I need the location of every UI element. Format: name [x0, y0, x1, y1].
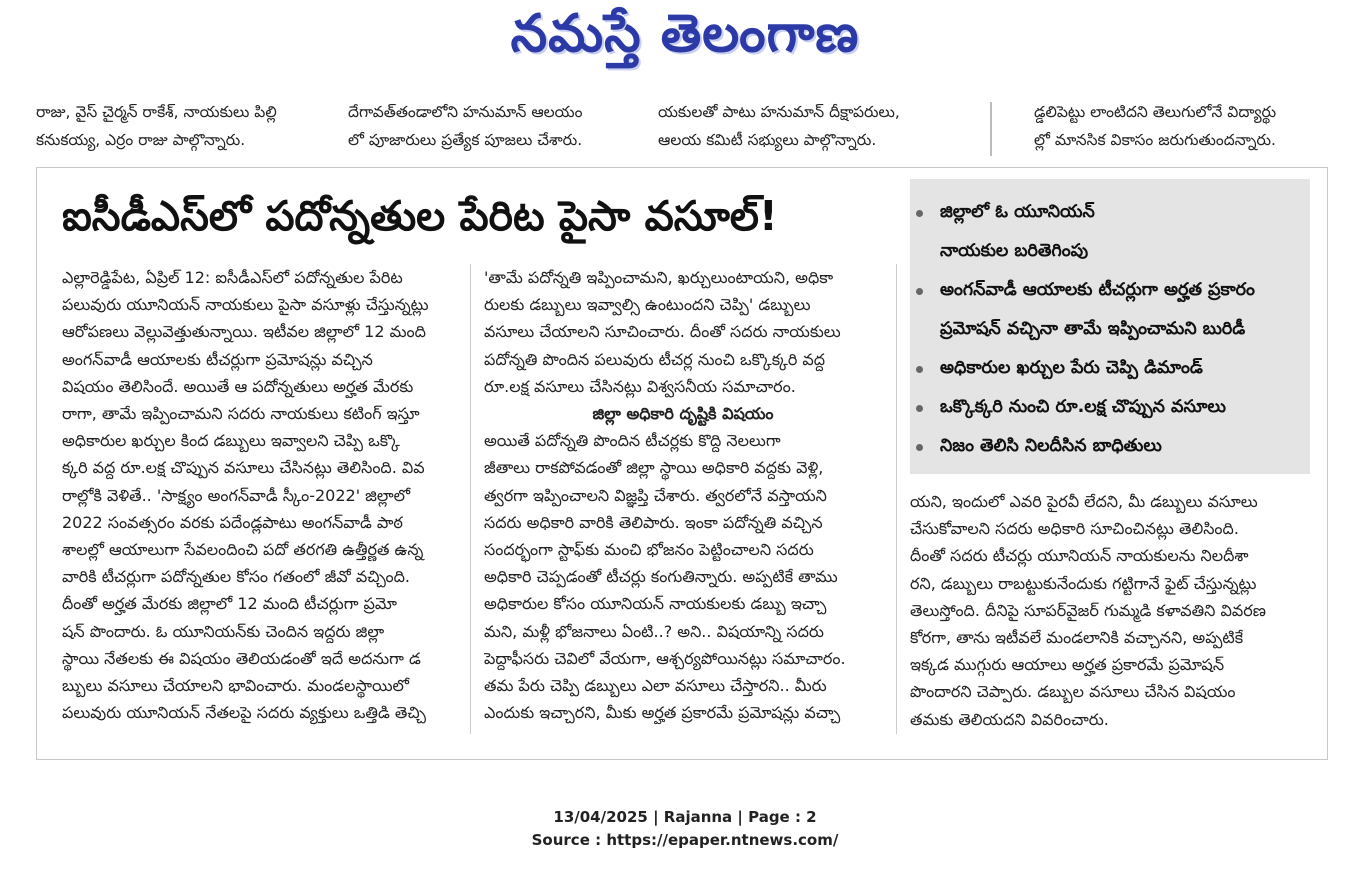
- text-line: దీంతో అర్హత మేరకు జిల్లాలో 12 మంది టీచర్లుగా ప్రమో: [62, 594, 397, 614]
- text-line: అధికారి చెప్పడంతో టీచర్లు కంగుతిన్నారు. అప్పటికే తాము: [484, 567, 838, 587]
- article-column-2: [484, 264, 882, 726]
- text-line: అంగన్‌వాడీ ఆయాలకు టీచర్లుగా ప్రమోషన్లు వచ్చిన: [62, 349, 373, 369]
- text-line: జీతాలు రాకపోవడంతో జిల్లా స్థాయి అధికారి వద్దకు వెళ్లి,: [484, 458, 824, 478]
- highlights-list: [910, 193, 1310, 466]
- text-line: శాలల్లో ఆయాలుగా సేవలందించి పదో తరగతి ఉత్తీర్ణత ఉన్న: [62, 540, 424, 560]
- text-line: యకులతో పాటు హనుమాన్ దీక్షాపరులు,: [658, 103, 900, 121]
- text-line: ఆరోపణలు వెల్లువెత్తుతున్నాయి. ఇటీవల జిల్లాలో 12 మంది: [62, 322, 426, 342]
- newspaper-masthead: నమస్తే తెలంగాణ: [510, 4, 860, 64]
- text-line: రాజు, వైస్ చైర్మన్ రాకేశ్, నాయకులు పిల్లి: [36, 103, 277, 121]
- text-line: రూ.లక్ష వసూలు చేసినట్లు విశ్వసనీయ సమాచారం.: [484, 376, 796, 396]
- text-line: డ్డలిపెట్టు లాంటిదని తెలుగులోనే విద్యార్థు: [1034, 103, 1277, 121]
- top-strip-col-2: [348, 98, 648, 158]
- bullet-icon: [916, 366, 923, 373]
- highlight-item: [910, 388, 1310, 427]
- article-column-2-bottom: [484, 427, 882, 726]
- column-divider: [990, 102, 992, 156]
- text-line: రాగా, తామే ఇప్పించామని సదరు నాయకులు కటింగ్ ఇస్తూ: [62, 404, 420, 424]
- text-line: సందర్భంగా స్టాఫ్‌కు మంచి భోజనం పెట్టించాలని సదరు: [484, 540, 814, 560]
- bullet-icon: [916, 405, 923, 412]
- top-strip-col-4: [1034, 98, 1330, 158]
- text-line: అయితే పదోన్నతి పొందిన టీచర్లకు కొద్ది నెలలుగా: [484, 431, 781, 451]
- text-line: కనుకయ్య, ఎర్రం రాజు పాల్గొన్నారు.: [36, 131, 246, 149]
- article-subheading: జిల్లా అధికారి దృష్టికి విషయం: [592, 404, 774, 424]
- top-strip-col-1: [36, 98, 336, 158]
- text-line: అధికారుల ఖర్చుల కింద డబ్బులు ఇవ్వాలని చెప్పి ఒక్కొ: [62, 431, 400, 451]
- text-line: ఎల్లారెడ్డిపేట, ఏప్రిల్ 12: ఐసీడీఎస్‌లో పదోన్నతుల పేరిట: [62, 268, 403, 287]
- column-rule: [470, 264, 471, 734]
- text-line: 'తామే పదోన్నతి ఇప్పించామని, ఖర్చులుంటాయని, అధికా: [484, 268, 834, 287]
- text-line: కోరగా, తాను ఇటీవలే మండలానికి వచ్చానని, అప్పటికే: [910, 628, 1244, 648]
- text-line: పొందారని చెప్పారు. డబ్బుల వసూలు చేసిన విషయం: [910, 682, 1236, 702]
- highlight-text: అంగన్‌వాడీ ఆయాలకు టీచర్లుగా అర్హత ప్రకారం: [940, 280, 1255, 300]
- text-line: సదరు అధికారి వారికి తెలిపారు. ఇంకా పదోన్నతి వచ్చిన: [484, 512, 823, 532]
- highlight-item: [910, 271, 1310, 349]
- text-line: ఎందుకు ఇచ్చారని, మీకు అర్హత ప్రకారమే ప్రమోషన్లు వచ్చా: [484, 703, 841, 723]
- article-headline: ఐసీడీఎస్‌లో పదోన్నతుల పేరిట పైసా వసూల్!: [62, 192, 778, 240]
- column-rule: [896, 264, 897, 734]
- text-line: స్థాయి నేతలకు ఈ విషయం తెలియడంతో ఇదే అదనుగా డ: [62, 648, 421, 668]
- highlight-item: [910, 349, 1310, 388]
- text-line: పదోన్నతి పొందిన పలువురు టీచర్ల నుంచి ఒక్కొక్కరి వద్ద: [484, 349, 826, 369]
- text-line: క్కరి వద్ద రూ.లక్ష చొప్పున వసూలు చేసినట్లు తెలిసింది. వివ: [62, 458, 425, 478]
- text-line: పలువురు యూనియన్ నాయకులు పైసా వసూళ్లు చేస్తున్నట్లు: [62, 295, 429, 315]
- bullet-icon: [916, 288, 923, 295]
- text-line: చేసుకోవాలని సదరు అధికారి సూచించినట్లు తెలిసింది.: [910, 519, 1239, 539]
- article-column-2-top: [484, 264, 882, 400]
- text-line: పెద్దాఫీసరు చెవిలో వేయగా, ఆశ్చర్యపోయినట్లు సమాచారం.: [484, 648, 846, 668]
- text-line: రాల్లోకి వెళితే.. 'సాక్ష్యం అంగన్‌వాడీ స్కీం-2022' జిల్లాలో: [62, 485, 411, 505]
- text-line: ఆలయ కమిటీ సభ్యులు పాల్గొన్నారు.: [658, 131, 877, 149]
- text-line: దీంతో సదరు టీచర్లు యూనియన్ నాయకులను నిలదీశా: [910, 546, 1249, 566]
- bullet-icon: [916, 210, 923, 217]
- highlight-item: [910, 193, 1310, 271]
- text-line: రులకు డబ్బులు ఇవ్వాల్సి ఉంటుందని చెప్పి' డబ్బులు: [484, 295, 811, 315]
- highlight-text: ప్రమోషన్ వచ్చినా తామే ఇప్పించామని బురిడీ: [940, 319, 1246, 339]
- text-line: మని, మళ్లీ భోజనాలు ఏంటి..? అని.. విషయాన్ని సదరు: [484, 621, 824, 641]
- highlight-text: అధికారుల ఖర్చుల పేరు చెప్పి డిమాండ్: [940, 358, 1203, 378]
- text-line: తమకు తెలియదని వివరించారు.: [910, 709, 1109, 729]
- text-line: విషయం తెలిసిందే. అయితే ఆ పదోన్నతులు అర్హత మేరకు: [62, 376, 414, 396]
- highlight-text: నిజం తెలిసి నిలదీసిన బాధితులు: [940, 436, 1162, 456]
- text-line: అధికారుల కోసం యూనియన్ నాయకులకు డబ్బు ఇచ్చా: [484, 594, 827, 614]
- footer-source: Source : https://epaper.ntnews.com/: [531, 831, 839, 849]
- article-column-3: [910, 488, 1310, 733]
- text-line: పలువురు యూనియన్ నేతలపై సదరు వ్యక్తులు ఒత్తిడి తెచ్చి: [62, 703, 426, 723]
- text-line: ల్లో మానసిక వికాసం జరుగుతుందన్నారు.: [1034, 131, 1276, 149]
- article-column-1: [62, 264, 452, 726]
- footer-date-page: 13/04/2025 | Rajanna | Page : 2: [553, 808, 817, 826]
- highlight-text: జిల్లాలో ఓ యూనియన్: [940, 202, 1095, 222]
- text-line: ఇక్కడ ముగ్గురు ఆయాలు అర్హత ప్రకారమే ప్రమోషన్: [910, 655, 1225, 675]
- bullet-icon: [916, 444, 923, 451]
- text-line: యని, ఇందులో ఎవరి పైరవీ లేదని, మీ డబ్బులు వసూలు: [910, 492, 1258, 511]
- text-line: దేగావత్‌తండాలోని హనుమాన్ ఆలయం: [348, 103, 583, 121]
- highlight-text: ఒక్కొక్కరి నుంచి రూ.లక్ష చొప్పున వసూలు: [940, 397, 1226, 417]
- top-strip-col-3: [658, 98, 958, 158]
- text-line: తెలుస్తోంది. దీనిపై సూపర్‌వైజర్ గుమ్మడి కళావతిని వివరణ: [910, 600, 1266, 620]
- text-line: 2022 సంవత్సరం వరకు పదేండ్లపాటు అంగన్‌వాడీ పాఠ: [62, 512, 403, 532]
- text-line: బ్బులు వసూలు చేయాలని భావించారు. మండలస్థాయిలో: [62, 676, 409, 696]
- highlights-box: [910, 179, 1310, 474]
- text-line: త్వరగా ఇప్పించాలని విజ్ఞప్తి చేశారు. త్వరలోనే వస్తాయని: [484, 485, 827, 505]
- highlight-item: [910, 427, 1310, 466]
- text-line: వారికి టీచర్లుగా పదోన్నతుల కోసం గతంలో జీవో వచ్చింది.: [62, 567, 410, 587]
- highlight-text: నాయకుల బరితెగింపు: [940, 241, 1089, 261]
- text-line: షన్ పొందారు. ఓ యూనియన్‌కు చెందిన ఇద్దరు జిల్లా: [62, 621, 385, 641]
- text-line: రని, డబ్బులు రాబట్టుకునేందుకు గట్టిగానే ఫైట్ చేస్తున్నట్లు: [910, 573, 1257, 593]
- text-line: లో పూజారులు ప్రత్యేక పూజలు చేశారు.: [348, 131, 583, 149]
- text-line: వసూలు చేయాలని సూచించారు. దీంతో సదరు నాయకులు: [484, 322, 841, 342]
- text-line: తమ పేరు చెప్పి డబ్బులు ఎలా వసూలు చేస్తారని.. మీరు: [484, 676, 827, 696]
